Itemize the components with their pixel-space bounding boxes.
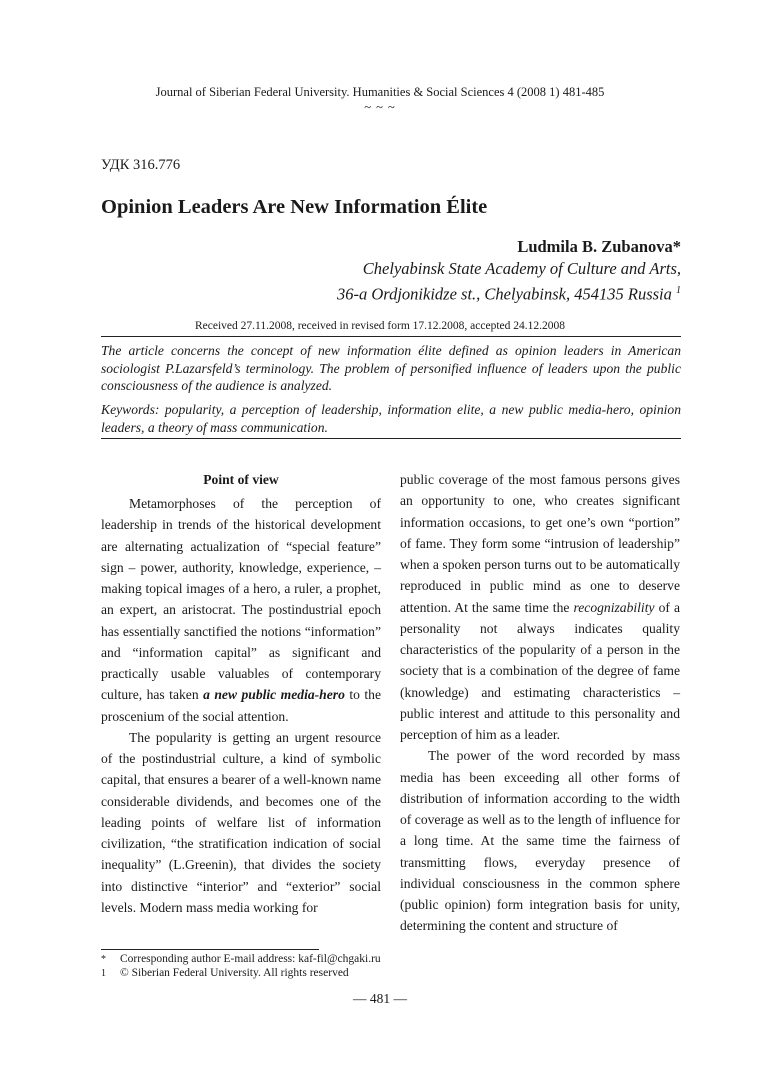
received-dates: Received 27.11.2008, received in revised form 17.12.2008, accepted 24.12.2008 [194, 320, 566, 332]
abstract-bottom-rule [101, 438, 681, 439]
affiliation-line-1: Chelyabinsk State Academy of Culture and Arts, [362, 259, 681, 278]
paragraph-3-emphasis: recognizability [573, 599, 655, 615]
section-heading: Point of view [203, 472, 279, 487]
paragraph-1-text-a: Metamorphoses of the perception of leadership in trends of the historical development are alternating actualization of “special feature” sign – power, authority, knowledge, experience, – making topical images of a hero, a ruler, a prophet, an expert, an aristocrat. The postindustrial epoch has essentially sanctified the notions “information” and “information capital” as significant and practically usable valuables of contemporary culture, has taken [101, 496, 381, 703]
article-title: Opinion Leaders Are New Information Élite [101, 196, 488, 218]
keywords: Keywords: popularity, a perception of leadership, information elite, a new public media-hero, opinion leaders, a theory of mass communication. [101, 402, 681, 435]
footnote-rule [101, 949, 319, 950]
body-column-left [101, 469, 381, 918]
paragraph-3-text-b: of a personality not always indicates quality characteristics of the popularity of a person in the society that is a combination of the degree of fame (knowledge) and estimating characteristics – public interest and attitude to this personality and perception of him as a leader. [400, 599, 680, 742]
paragraph-3 [400, 469, 680, 745]
footnote-text: Corresponding author E-mail address: kaf-fil@chgaki.ru [120, 953, 381, 965]
author-block [337, 236, 681, 306]
footnote-mark: * [101, 954, 106, 965]
footnote-copyright [101, 966, 349, 981]
udk-code: УДК 316.776 [101, 157, 181, 173]
author-name: Ludmila B. Zubanova* [517, 237, 681, 256]
paragraph-4: The power of the word recorded by mass media has been exceeding all other forms of distribution of information according to the width of coverage as well as to the length of influence for a long time. At the same time the fairness of transmitting flows, everyday presence of individual consciousness in the common sphere (public opinion) form integration basis for unity, determining the content and structure of [400, 748, 680, 934]
paragraph-1-text-b: to the proscenium of the social attention. [101, 687, 381, 724]
affiliation-footnote-mark: 1 [676, 285, 681, 296]
abstract-top-rule [101, 336, 681, 337]
footnote-mark: 1 [101, 968, 106, 979]
footnote-text: © Siberian Federal University. All rights reserved [120, 967, 349, 979]
abstract: The article concerns the concept of new information élite defined as opinion leaders in American sociologist P.Lazarsfeld’s terminology. The problem of personified influence of leaders upon the public consciousness of the audience is analyzed. [101, 343, 681, 393]
header-separator: ~ ~ ~ [364, 100, 396, 114]
paragraph-3-text-a: public coverage of the most famous persons gives an opportunity to one, who creates significant information occasions, to get one’s own “portion” of fame. They form some “intrusion of leadership” when a spoken person turns out to be automatically reproduced in public mind as one to deserve attention. At the same time the [400, 472, 680, 615]
body-column-right [400, 469, 680, 937]
paragraph-1 [101, 493, 381, 727]
affiliation-line-2 [337, 280, 681, 306]
paragraph-1-emphasis: a new public media-hero [203, 687, 345, 703]
paragraph-2: The popularity is getting an urgent resource of the postindustrial culture, a kind of symbolic capital, that ensures a bearer of a well-known name considerable dividends, and becomes one of the leading points of welfare list of information civilization, “the stratification indication of social inequality” (L.Greenin), that divides the society into distinctive “interior” and “exterior” social levels. Modern mass media working for [101, 729, 381, 915]
page-number: — 481 — [353, 991, 407, 1006]
affiliation-address: 36-a Ordjonikidze st., Chelyabinsk, 454135 Russia [337, 284, 672, 304]
footnote-corresponding-author [101, 952, 381, 967]
journal-header: Journal of Siberian Federal University. Humanities & Social Sciences 4 (2008 1) 481-485 [155, 85, 605, 99]
